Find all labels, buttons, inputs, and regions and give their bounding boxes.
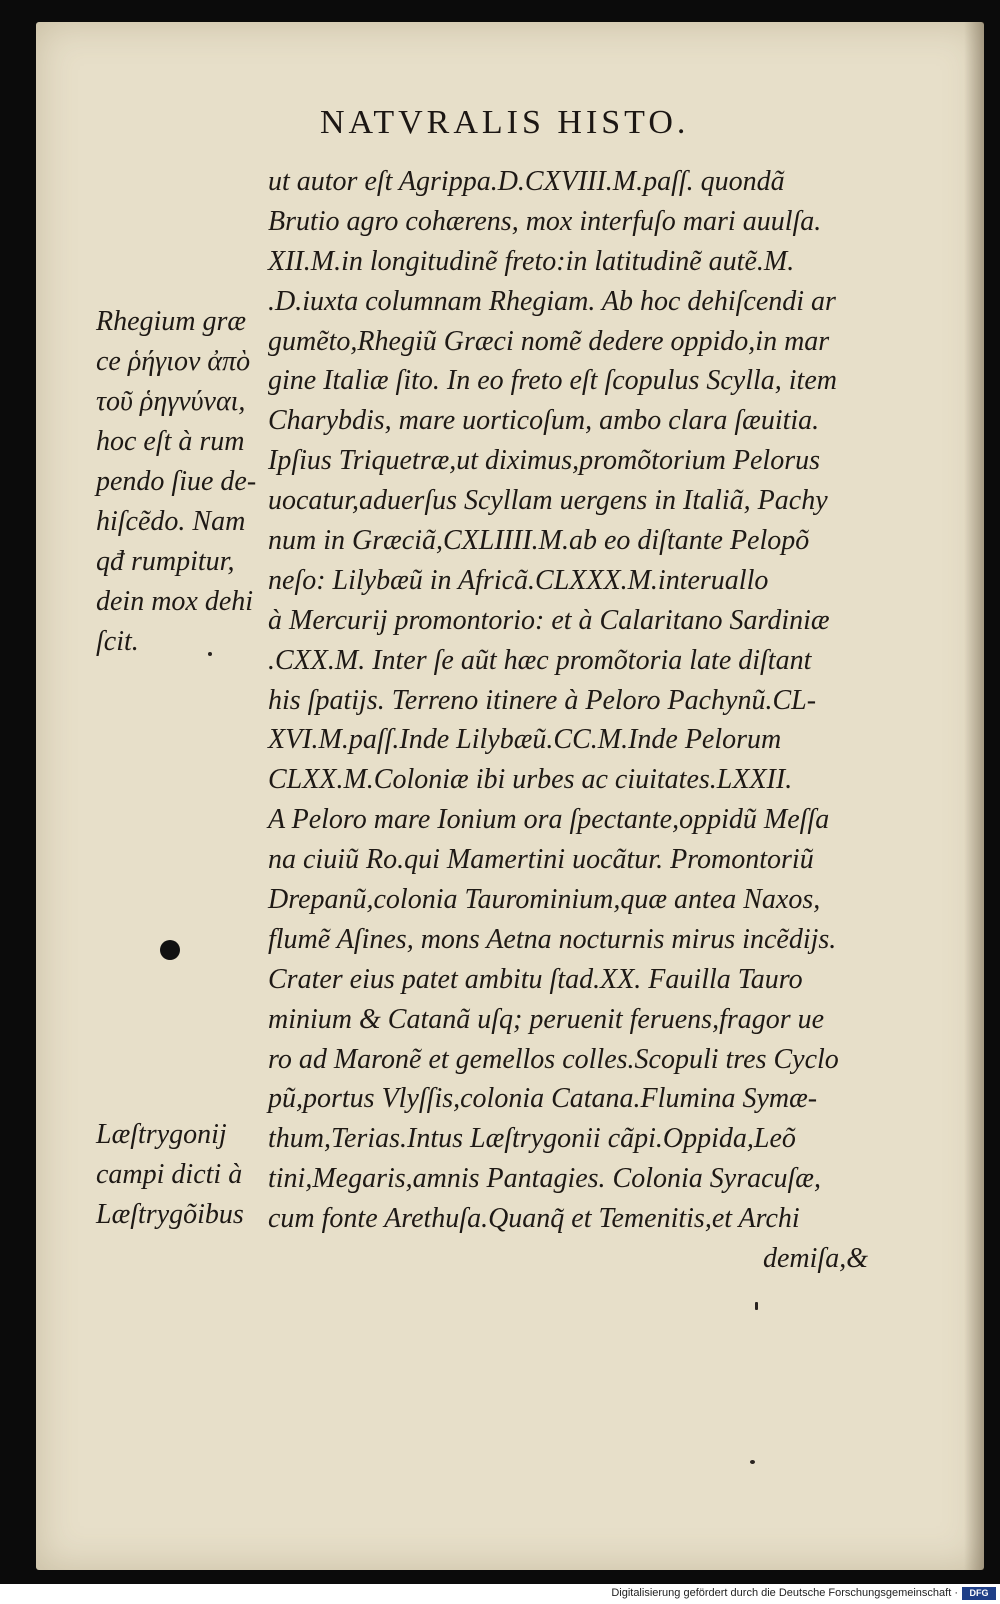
text-line: XII.M.in longitudinẽ freto:in latitudinẽ autẽ.M. — [268, 245, 795, 277]
ink-speck — [208, 652, 212, 656]
ink-blot-mark — [160, 940, 180, 960]
ink-speck — [750, 1460, 755, 1464]
text-line: CLXX.M.Coloniæ ibi urbes ac ciuitates.LXXII. — [268, 764, 793, 796]
margin-note-rhegium — [96, 302, 296, 662]
text-line: num in Græciã,CXLIIII.M.ab eo diſtante Pelopõ — [268, 525, 810, 557]
text-line: neſo: Lilybæũ in Africã.CLXXX.M.interuallo — [268, 564, 769, 596]
note-line: qđ rumpitur, — [96, 546, 235, 577]
page-edge-shadow — [964, 22, 984, 1570]
footer-credit: Digitalisierung gefördert durch die Deutsche Forschungsgemeinschaft · — [611, 1587, 958, 1599]
note-line: τοῦ ῥηγνύναι, — [96, 386, 246, 417]
note-line: hiſcẽdo. Nam — [96, 506, 246, 537]
text-line: uocatur,aduerſus Scyllam uergens in Italiã, Pachy — [268, 485, 828, 517]
text-line: cum fonte Arethuſa.Quanq̃ et Temenitis,et Archi — [268, 1203, 800, 1235]
margin-note-laestrygonii — [96, 1115, 296, 1235]
note-line: Læſtrygõibus — [96, 1199, 244, 1230]
text-line: ro ad Maronẽ et gemellos colles.Scopuli tres Cyclo — [268, 1043, 839, 1075]
note-line: pendo ſiue de- — [96, 466, 257, 497]
text-line: XVI.M.paſſ.Inde Lilybæũ.CC.M.Inde Pelorum — [268, 724, 782, 756]
catchword-line: demiſa,& — [763, 1243, 868, 1275]
note-line: ce ῥήγιον ἀπὸ — [96, 346, 251, 377]
text-line: tini,Megaris,amnis Pantagies. Colonia Syracuſæ, — [268, 1163, 821, 1195]
digitization-footer — [0, 1584, 1000, 1604]
note-line: ſcit. — [96, 626, 139, 657]
ink-speck — [755, 1302, 758, 1310]
running-head: NATVRALIS HISTO. — [320, 104, 690, 141]
text-line: gine Italiæ ſito. In eo freto eſt ſcopulus Scylla, item — [268, 365, 837, 397]
note-line: dein mox dehi — [96, 586, 254, 617]
text-line: thum,Terias.Intus Læſtrygonii cãpi.Oppida,Leõ — [268, 1123, 796, 1155]
text-line: Drepanũ,colonia Taurominium,quæ antea Naxos, — [268, 884, 821, 916]
note-line: Læſtrygonij — [96, 1119, 227, 1150]
text-line: .D.iuxta columnam Rhegiam. Ab hoc dehiſcendi ar — [268, 285, 836, 317]
text-line: minium & Catanã uſq; peruenit feruens,fragor ue — [268, 1003, 825, 1035]
main-text-block — [268, 162, 908, 1279]
text-line: flumẽ Aſines, mons Aetna nocturnis mirus incẽdijs. — [268, 923, 837, 955]
note-line: campi dicti à — [96, 1159, 243, 1190]
text-line: .CXX.M. Inter ſe aũt hæc promõtoria late diſtant — [268, 644, 812, 676]
text-line: A Peloro mare Ionium ora ſpectante,oppidũ Meſſa — [268, 804, 830, 836]
text-line: Charybdis, mare uorticoſum, ambo clara ſæuitia. — [268, 405, 820, 437]
text-line: na ciuiũ Ro.qui Mamertini uocãtur. Promontoriũ — [268, 844, 814, 876]
text-line: Brutio agro cohærens, mox interfuſo mari auulſa. — [268, 205, 822, 237]
text-line: Crater eius patet ambitu ſtad.XX. Fauilla Tauro — [268, 963, 803, 995]
text-line: gumẽto,Rhegiũ Græci nomẽ dedere oppido,in mar — [268, 325, 830, 357]
note-line: hoc eſt à rum — [96, 426, 245, 457]
text-line: à Mercurij promontorio: et à Calaritano Sardiniæ — [268, 604, 830, 636]
text-line: his ſpatijs. Terreno itinere à Peloro Pachynũ.CL- — [268, 684, 817, 716]
note-line: Rhegium græ — [96, 306, 247, 337]
text-line: pũ,portus Vlyſſis,colonia Catana.Flumina Symæ- — [268, 1083, 818, 1115]
text-line: Ipſius Triquetræ,ut diximus,promõtorium Pelorus — [268, 445, 821, 477]
text-line: ut autor eſt Agrippa.D.CXVIII.M.paſſ. quondã — [268, 166, 785, 197]
dfg-logo: DFG — [962, 1587, 996, 1600]
